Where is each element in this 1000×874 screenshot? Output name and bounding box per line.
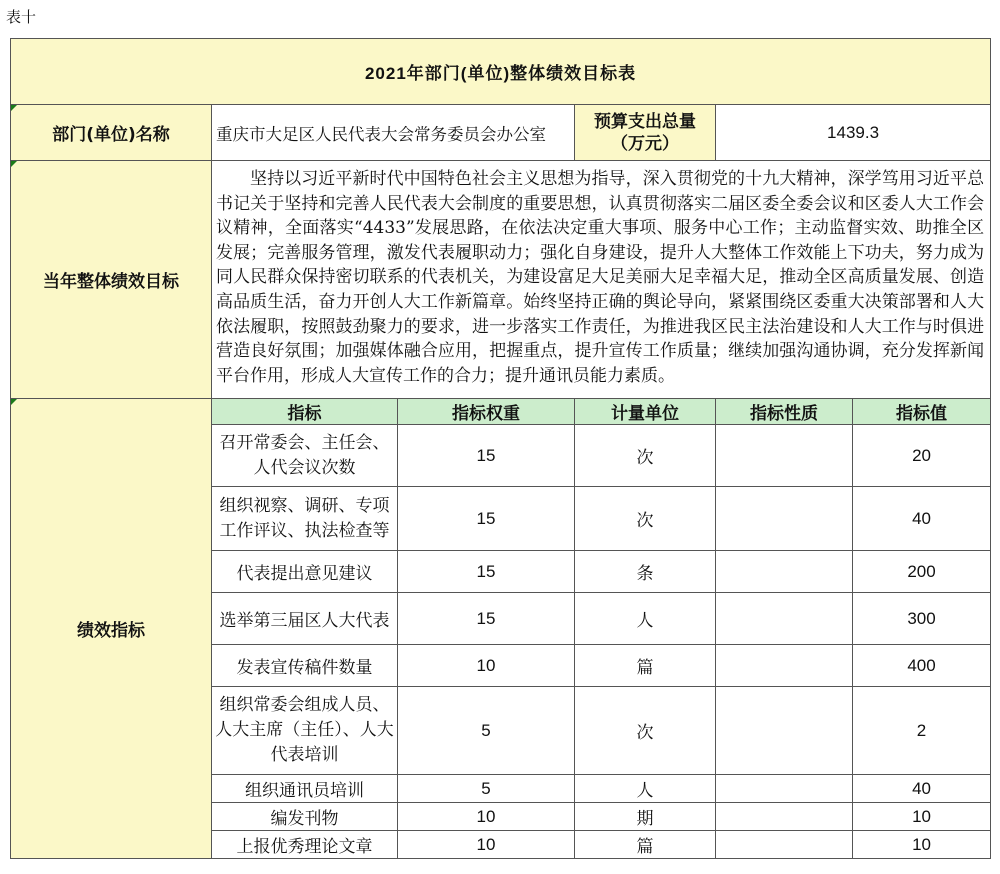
row-nature bbox=[716, 487, 853, 551]
row-indicator: 组织常委会组成人员、人大主席（主任）、人大代表培训 bbox=[212, 687, 398, 775]
row-nature bbox=[716, 645, 853, 687]
row-value: 40 bbox=[853, 487, 991, 551]
row-weight: 15 bbox=[398, 593, 575, 645]
row-unit: 次 bbox=[575, 425, 716, 487]
row-weight: 10 bbox=[398, 803, 575, 831]
row-nature bbox=[716, 775, 853, 803]
row-unit: 人 bbox=[575, 593, 716, 645]
header-weight: 指标权重 bbox=[398, 399, 575, 425]
row-unit: 次 bbox=[575, 687, 716, 775]
row-value: 200 bbox=[853, 551, 991, 593]
performance-target-table bbox=[10, 38, 991, 859]
row-indicator: 发表宣传稿件数量 bbox=[212, 645, 398, 687]
row-nature bbox=[716, 803, 853, 831]
row-nature bbox=[716, 831, 853, 859]
row-weight: 10 bbox=[398, 645, 575, 687]
row-weight: 15 bbox=[398, 487, 575, 551]
row-value: 10 bbox=[853, 831, 991, 859]
row-nature bbox=[716, 425, 853, 487]
row-indicator: 组织视察、调研、专项工作评议、执法检查等 bbox=[212, 487, 398, 551]
row-indicator: 组织通讯员培训 bbox=[212, 775, 398, 803]
annual-goal-label: 当年整体绩效目标 bbox=[11, 161, 212, 399]
row-nature bbox=[716, 687, 853, 775]
row-weight: 5 bbox=[398, 687, 575, 775]
row-value: 300 bbox=[853, 593, 991, 645]
row-unit: 篇 bbox=[575, 831, 716, 859]
row-value: 10 bbox=[853, 803, 991, 831]
row-weight: 15 bbox=[398, 425, 575, 487]
row-unit: 人 bbox=[575, 775, 716, 803]
row-indicator: 召开常委会、主任会、人代会议次数 bbox=[212, 425, 398, 487]
row-weight: 10 bbox=[398, 831, 575, 859]
row-indicator: 选举第三届区人大代表 bbox=[212, 593, 398, 645]
row-nature bbox=[716, 593, 853, 645]
budget-label-line2: （万元） bbox=[611, 133, 679, 154]
header-indicator: 指标 bbox=[212, 399, 398, 425]
budget-total-label bbox=[575, 105, 716, 161]
row-indicator: 编发刊物 bbox=[212, 803, 398, 831]
annual-goal-text: 坚持以习近平新时代中国特色社会主义思想为指导，深入贯彻党的十九大精神，深学笃用习近平总书记关于坚持和完善人民代表大会制度的重要思想，认真贯彻落实二届区委全委会议和区委人大工作会议精神，全面落实“4433”发展思路，在依法决定重大事项、服务中心工作；主动监督实效、助推全区发展；完善服务管理，激发代表履职动力；强化自身建设，提升人大整体工作效能上下功夫，努力成为同人民群众保持密切联系的代表机关，为建设富足大足美丽大足幸福大足，推动全区高质量发展、创造高品质生活，奋力开创人大工作新篇章。始终坚持正确的舆论导向，紧紧围绕区委重大决策部署和人大依法履职，按照鼓劲聚力的要求，进一步落实工作责任，为推进我区民主法治建设和人大工作与时俱进营造良好氛围；加强媒体融合应用，把握重点，提升宣传工作质量；继续加强沟通协调，充分发挥新闻平台作用，形成人大宣传工作的合力；提升通讯员能力素质。 bbox=[212, 161, 991, 399]
row-weight: 5 bbox=[398, 775, 575, 803]
row-value: 40 bbox=[853, 775, 991, 803]
table-label: 表十 bbox=[6, 8, 37, 26]
header-unit: 计量单位 bbox=[575, 399, 716, 425]
row-unit: 次 bbox=[575, 487, 716, 551]
row-weight: 15 bbox=[398, 551, 575, 593]
budget-label-line1: 预算支出总量 bbox=[594, 111, 696, 132]
row-indicator: 代表提出意见建议 bbox=[212, 551, 398, 593]
page-title: 2021年部门(单位)整体绩效目标表 bbox=[11, 39, 991, 105]
dept-name-label: 部门(单位)名称 bbox=[11, 105, 212, 161]
row-unit: 期 bbox=[575, 803, 716, 831]
row-indicator: 上报优秀理论文章 bbox=[212, 831, 398, 859]
budget-total-value: 1439.3 bbox=[716, 105, 991, 161]
row-value: 20 bbox=[853, 425, 991, 487]
performance-indicators-label: 绩效指标 bbox=[11, 399, 212, 859]
header-value: 指标值 bbox=[853, 399, 991, 425]
row-unit: 篇 bbox=[575, 645, 716, 687]
row-value: 400 bbox=[853, 645, 991, 687]
row-unit: 条 bbox=[575, 551, 716, 593]
dept-name-value: 重庆市大足区人民代表大会常务委员会办公室 bbox=[212, 105, 575, 161]
row-nature bbox=[716, 551, 853, 593]
row-value: 2 bbox=[853, 687, 991, 775]
header-nature: 指标性质 bbox=[716, 399, 853, 425]
